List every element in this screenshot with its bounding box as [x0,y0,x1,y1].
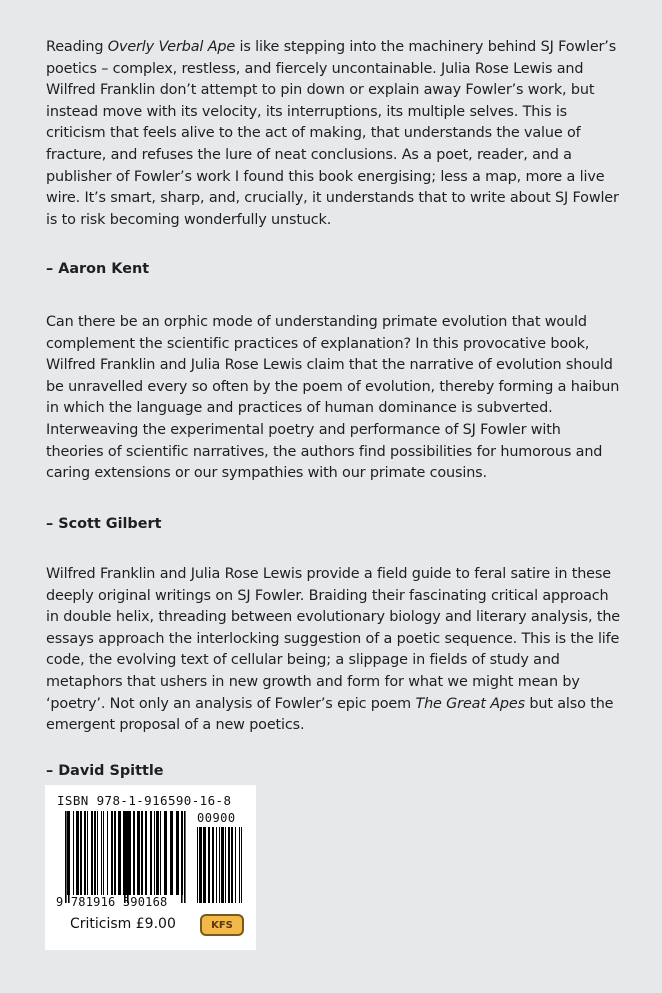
blurb-3-text-a: Wilfred Franklin and Julia Rose Lewis provide a field guide to feral satire in these deeply original writings on SJ Fowler. Braiding their fascinating critical approach in double helix, threading between evolutionary biology and literary analysis, the essays approach the interlocking suggestion of a poetic sequence. This is the life code, the evolving text of cellular being; a slippage in fields of study and metaphors that ushers in new growth and form for what we might mean by ‘poetry’. Not only an analysis of Fowler’s epic poem [46,566,621,712]
barcode-bar [219,827,220,903]
attribution-2: – Scott Gilbert [46,516,162,532]
barcode-panel [45,785,256,950]
barcode-bar [87,811,88,895]
barcode-guard-bar [124,811,126,903]
ean-right-group: 590168 [122,895,168,909]
barcode-bar [73,811,74,895]
blurb-1-text-a: Reading [46,39,108,55]
barcode-bar [103,811,104,895]
barcode-bar [101,811,102,895]
barcode-bar [216,827,217,903]
barcode-bar [80,811,82,895]
barcode-bar [84,811,86,895]
barcode-guard-bar [184,811,186,903]
barcode-guard-bar [127,811,129,903]
barcode-bar [76,811,79,895]
barcode-bar [225,827,226,903]
book-title: Overly Verbal Ape [107,39,236,55]
blurb-1-text-b: is like stepping into the machinery behind SJ Fowler’s poetics – complex, restless, and fiercely uncontainable. Julia Rose Lewis and Wilfred Franklin don’t attempt to pin down or explain away Fowler’s work, but instead move with its velocity, its interruptions, its multiple selves. This is criticism that feels alive to the act of making, that understands the value of fracture, and refuses the lure of neat conclusions. As a poet, reader, and a publisher of Fowler’s work I found this book energising; less a map, more a live wire. It’s smart, sharp, and, crucially, it understands that to write about SJ Fowler is to risk becoming wonderfully unstuck. [46,39,619,228]
back-cover-text [46,37,621,781]
blurb-2: Can there be an orphic mode of understanding primate evolution that would complement the scientific practices of explanation? In this provocative book, Wilfred Franklin and Julia Rose Lewis claim that the narrative of evolution should be unravelled every so often by the poem of evolution, thereby forming a haibun in which the language and practices of human dominance is subverted. Interweaving the experimental poetry and performance of SJ Fowler with theories of scientific narratives, the authors find possibilities for humorous and caring extensions or our sympathies with our primate cousins. [46,314,620,482]
barcode-bar [156,811,159,895]
barcode-bar [141,811,143,895]
barcode-bar [111,811,113,895]
ean-digits [56,895,167,909]
barcode-bar [241,827,242,903]
barcode-bar [199,827,202,903]
attribution-3: – David Spittle [46,763,164,779]
barcode-bar [123,811,124,895]
barcode-guard-bar [65,811,67,903]
barcode-bar [114,811,116,895]
barcode-guard-bar [68,811,70,903]
barcode-bar [154,811,155,895]
ean-left-group: 781916 [70,895,116,909]
barcode-bar [176,811,179,895]
blurb-3-text-b: but also the emergent proposal of a new poetics. [46,695,614,734]
kfs-logo: KFS [200,914,244,936]
barcode-bar [97,811,98,895]
barcode-bar [228,827,230,903]
barcode-bar [133,811,135,895]
barcode-bar [91,811,93,895]
barcode-bar [107,811,108,895]
attribution-1: – Aaron Kent [46,261,150,277]
barcode-bar [221,827,224,903]
isbn-label: ISBN 978-1-916590-16-8 [57,793,232,808]
barcode-bar [231,827,233,903]
barcode-bar [145,811,147,895]
price-label: Criticism £9.00 [70,916,176,932]
barcode-bar [160,811,161,895]
barcode-bar [235,827,236,903]
blurb-1 [46,37,621,231]
addon-number: 00900 [197,811,236,825]
ean-first-digit: 9 [56,895,64,909]
barcode-bar [164,811,167,895]
barcode-bar [212,827,214,903]
poem-title: The Great Apes [415,695,525,712]
barcode-bar [239,827,240,903]
barcode-bar [150,811,152,895]
barcode-bar [118,811,121,895]
barcode-guard-bar [181,811,183,903]
blurb-3 [46,564,621,736]
barcode-bar [197,827,198,903]
barcode-bar [94,811,96,895]
barcode-bar [170,811,173,895]
barcode-bar [137,811,140,895]
barcode-bar [208,827,210,903]
barcode-bar [203,827,206,903]
